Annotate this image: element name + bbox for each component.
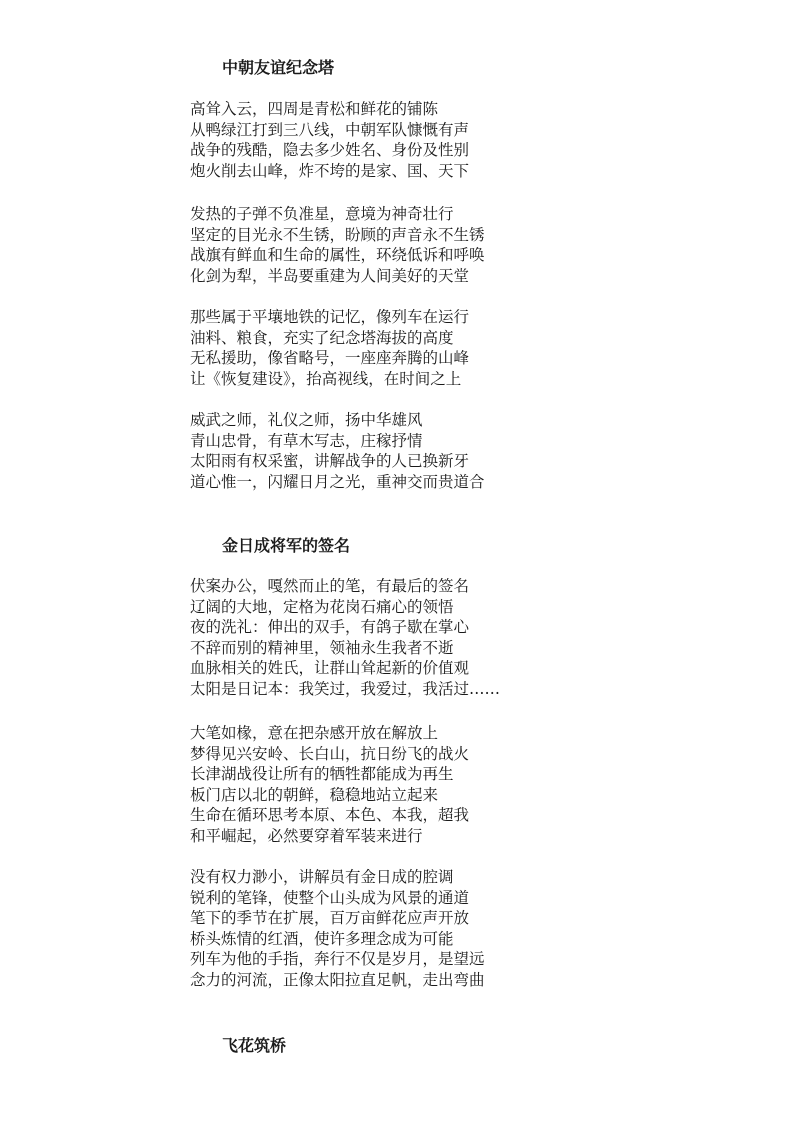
- stanza: [190, 576, 500, 699]
- poem-line: 板门店以北的朝鲜，稳稳地站立起来: [190, 785, 439, 804]
- stanza: [190, 867, 485, 990]
- poem-line: 辽阔的大地，定格为花岗石痛心的领悟: [190, 597, 454, 616]
- stanza: [190, 307, 469, 389]
- poem-line: 化剑为犁，半岛要重建为人间美好的天堂: [190, 266, 470, 285]
- poem-line: 生命在循环思考本原、本色、本我，超我: [190, 806, 470, 824]
- poem-line: 太阳雨有权采蜜，讲解战争的人已换新牙: [190, 452, 470, 470]
- poem-line: 发热的子弹不负准星，意境为神奇壮行: [190, 205, 454, 223]
- poem-title: 飞花筑桥: [222, 1036, 287, 1055]
- stanza: [190, 723, 469, 846]
- poem-title: 金日成将军的签名: [222, 536, 351, 555]
- poem-line: 高耸入云，四周是青松和鲜花的铺陈: [190, 100, 439, 118]
- poem-line: 战争的残酷，隐去多少姓名、身份及性别: [190, 141, 470, 159]
- poem-line: 和平崛起，必然要穿着军装来进行: [190, 826, 423, 845]
- poem-line: 炮火削去山峰，炸不垮的是家、国、天下: [190, 161, 470, 180]
- poem-line: 血脉相关的姓氏，让群山耸起新的价值观: [190, 659, 470, 677]
- poem-line: 锐利的笔锋，使整个山头成为风景的通道: [190, 888, 470, 907]
- poem-title: 中朝友谊纪念塔: [222, 58, 335, 77]
- poem-line: 大笔如椽，意在把杂感开放在解放上: [190, 724, 439, 742]
- poem-line: 道心惟一，闪耀日月之光，重神交而贵道合: [190, 472, 485, 491]
- poem-line: 长津湖战役让所有的牺牲都能成为再生: [190, 765, 454, 783]
- poem-line: 坚定的目光永不生锈，盼顾的声音永不生锈: [190, 225, 485, 244]
- poem-line: 从鸭绿江打到三八线，中朝军队慷慨有声: [190, 120, 470, 139]
- poem-line: 夜的洗礼：伸出的双手，有鸽子歇在掌心: [190, 618, 470, 636]
- poem-line: 没有权力渺小，讲解员有金日成的腔调: [190, 868, 454, 886]
- stanza: [190, 410, 485, 492]
- poem-line: 梦得见兴安岭、长白山，抗日纷飞的战火: [190, 744, 470, 763]
- poem-line: 青山忠骨，有草木写志，庄稼抒情: [190, 431, 423, 450]
- stanza: [190, 204, 485, 286]
- poem-line: 念力的河流，正像太阳拉直足帆，走出弯曲: [190, 970, 485, 989]
- poem-line: 战旗有鲜血和生命的属性，环绕低诉和呼唤: [190, 246, 485, 264]
- stanza: [190, 99, 469, 181]
- poem-line: 无私援助，像省略号，一座座奔腾的山峰: [190, 349, 470, 367]
- poem-line: 笔下的季节在扩展，百万亩鲜花应声开放: [190, 909, 470, 927]
- poem-line: 不辞而别的精神里，领袖永生我者不逝: [190, 638, 454, 657]
- poem-line: 油料、粮食，充实了纪念塔海拔的高度: [190, 328, 454, 347]
- poem-line: 让《恢复建设》，抬高视线，在时间之上: [190, 369, 462, 388]
- poem-line: 那些属于平壤地铁的记忆，像列车在运行: [190, 308, 470, 326]
- poem-line: 列车为他的手指，奔行不仅是岁月，是望远: [190, 950, 485, 968]
- poem-line: 伏案办公，嘎然而止的笔，有最后的签名: [190, 577, 470, 595]
- poem-line: 太阳是日记本：我笑过，我爱过，我活过……: [190, 679, 501, 698]
- poem-line: 威武之师，礼仪之师，扬中华雄风: [190, 411, 423, 429]
- poem-line: 桥头炼情的红酒，使许多理念成为可能: [190, 929, 454, 948]
